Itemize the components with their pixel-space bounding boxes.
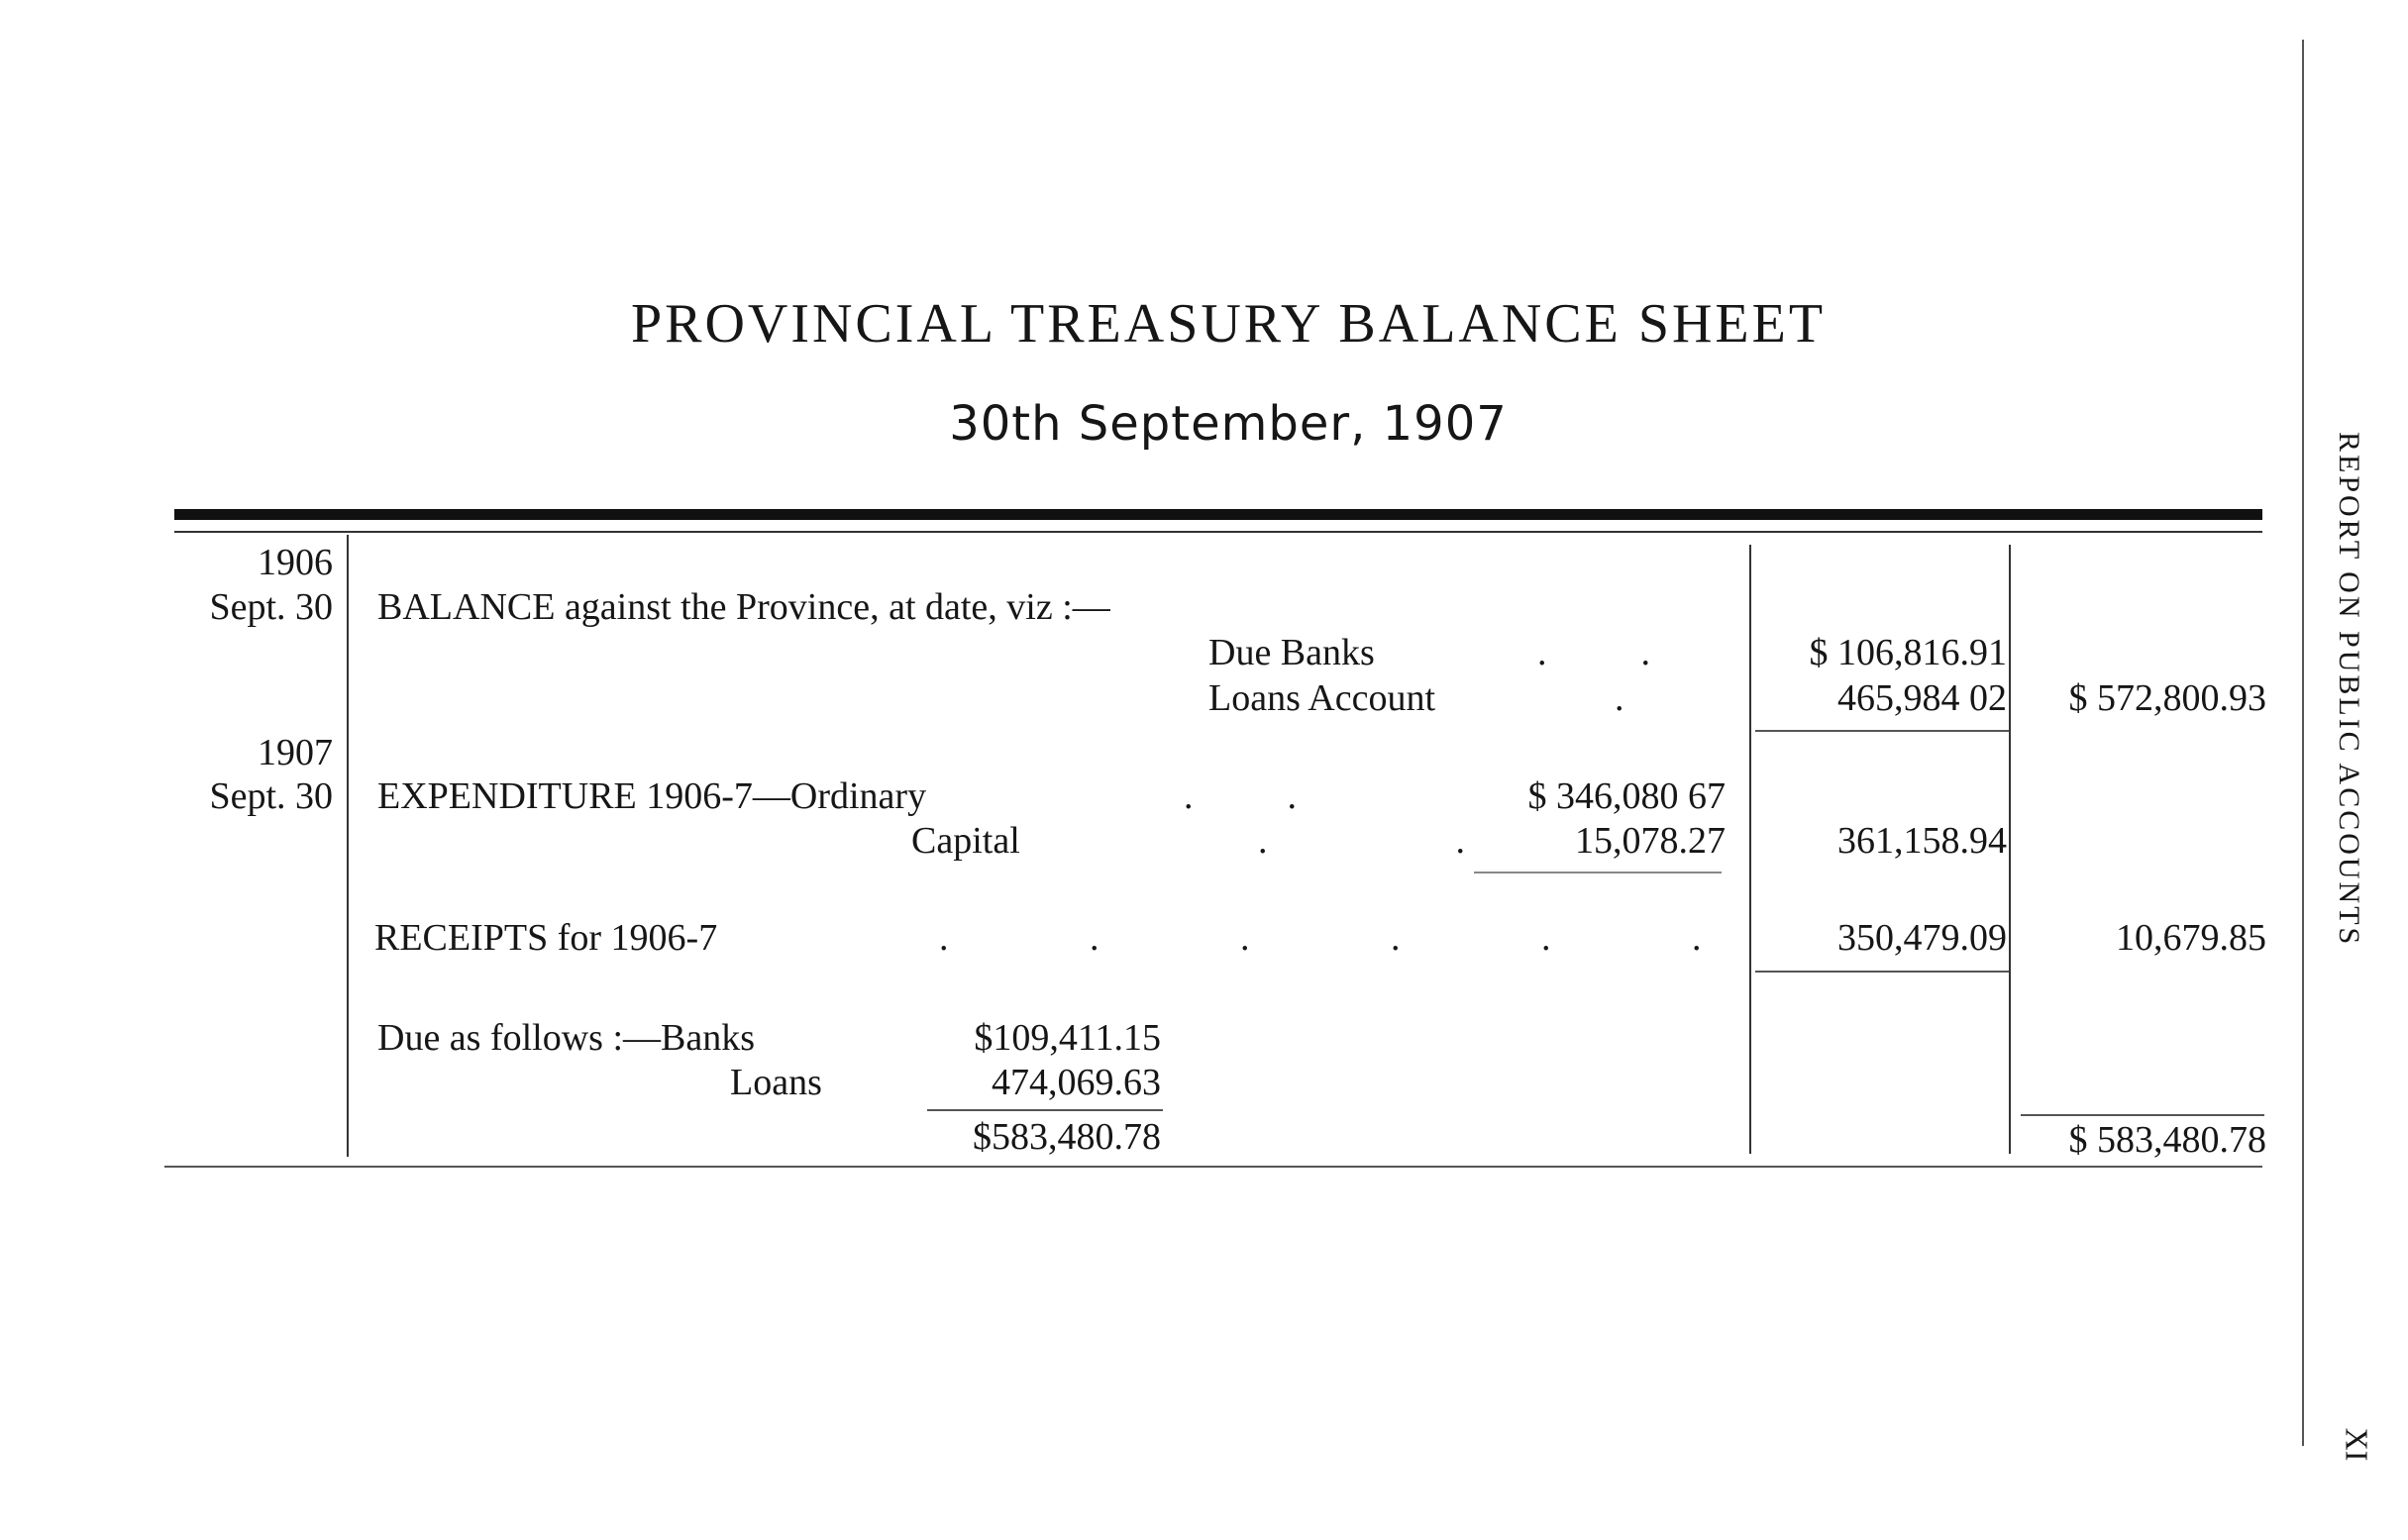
balance-total: $ 572,800.93	[2068, 677, 2266, 719]
leader-dots: . .	[1184, 775, 1297, 817]
balance-date: Sept. 30	[209, 586, 333, 628]
table-top-rule-thick	[174, 509, 2262, 520]
expenditure-year: 1907	[258, 732, 333, 773]
expenditure-label: EXPENDITURE 1906-7—Ordinary	[377, 775, 927, 817]
expenditure-date: Sept. 30	[209, 775, 333, 817]
side-running-header: REPORT ON PUBLIC ACCOUNTS	[2333, 432, 2365, 948]
due-banks-amount: $ 106,816.91	[1809, 632, 2007, 673]
margin-rule	[2302, 40, 2304, 1446]
receipts-difference: 10,679.85	[2116, 917, 2266, 959]
loans-account-amount: 465,984 02	[1837, 677, 2007, 719]
folio-number: XI	[2339, 1427, 2375, 1462]
date-column-divider	[347, 535, 349, 1157]
expenditure-total: 361,158.94	[1837, 820, 2007, 862]
balance-year: 1906	[258, 542, 333, 583]
due-subtotal: $583,480.78	[973, 1116, 1161, 1158]
table-bottom-rule	[164, 1166, 2262, 1168]
page-title: PROVINCIAL TREASURY BALANCE SHEET	[630, 293, 1827, 355]
leader-dots: . .	[1537, 632, 1650, 673]
grand-total-rule	[2021, 1114, 2264, 1116]
due-banks-subamount: $109,411.15	[974, 1017, 1161, 1059]
receipts-rule	[1755, 971, 2009, 973]
table-top-rule-thin	[174, 531, 2262, 533]
leader-dots: .	[1615, 677, 1624, 719]
receipts-label: RECEIPTS for 1906-7	[374, 917, 718, 959]
page-subtitle: 30th September, 1907	[949, 396, 1508, 452]
loans-account-label: Loans Account	[1208, 677, 1436, 719]
receipts-amount: 350,479.09	[1837, 917, 2007, 959]
leader-dots: . . . . . .	[939, 917, 1702, 959]
expenditure-subtotal-rule	[1474, 872, 1722, 873]
expenditure-capital-amount: 15,078.27	[1575, 820, 1726, 862]
balance-label: BALANCE against the Province, at date, viz :—	[377, 586, 1110, 628]
grand-total: $ 583,480.78	[2068, 1119, 2266, 1161]
leader-dots: . .	[1258, 820, 1465, 862]
expenditure-ordinary-amount: $ 346,080 67	[1527, 775, 1726, 817]
due-banks-label: Due Banks	[1208, 632, 1375, 673]
total-column-divider	[2009, 545, 2011, 1154]
due-loans-subamount: 474,069.63	[992, 1062, 1161, 1103]
due-subtotal-rule	[927, 1109, 1163, 1111]
due-loans-label: Loans	[730, 1062, 822, 1103]
amount-column-divider	[1749, 545, 1751, 1154]
expenditure-capital-label: Capital	[911, 820, 1020, 862]
due-as-follows-label: Due as follows :—Banks	[377, 1017, 756, 1059]
balance-subtotal-rule	[1755, 730, 2009, 732]
